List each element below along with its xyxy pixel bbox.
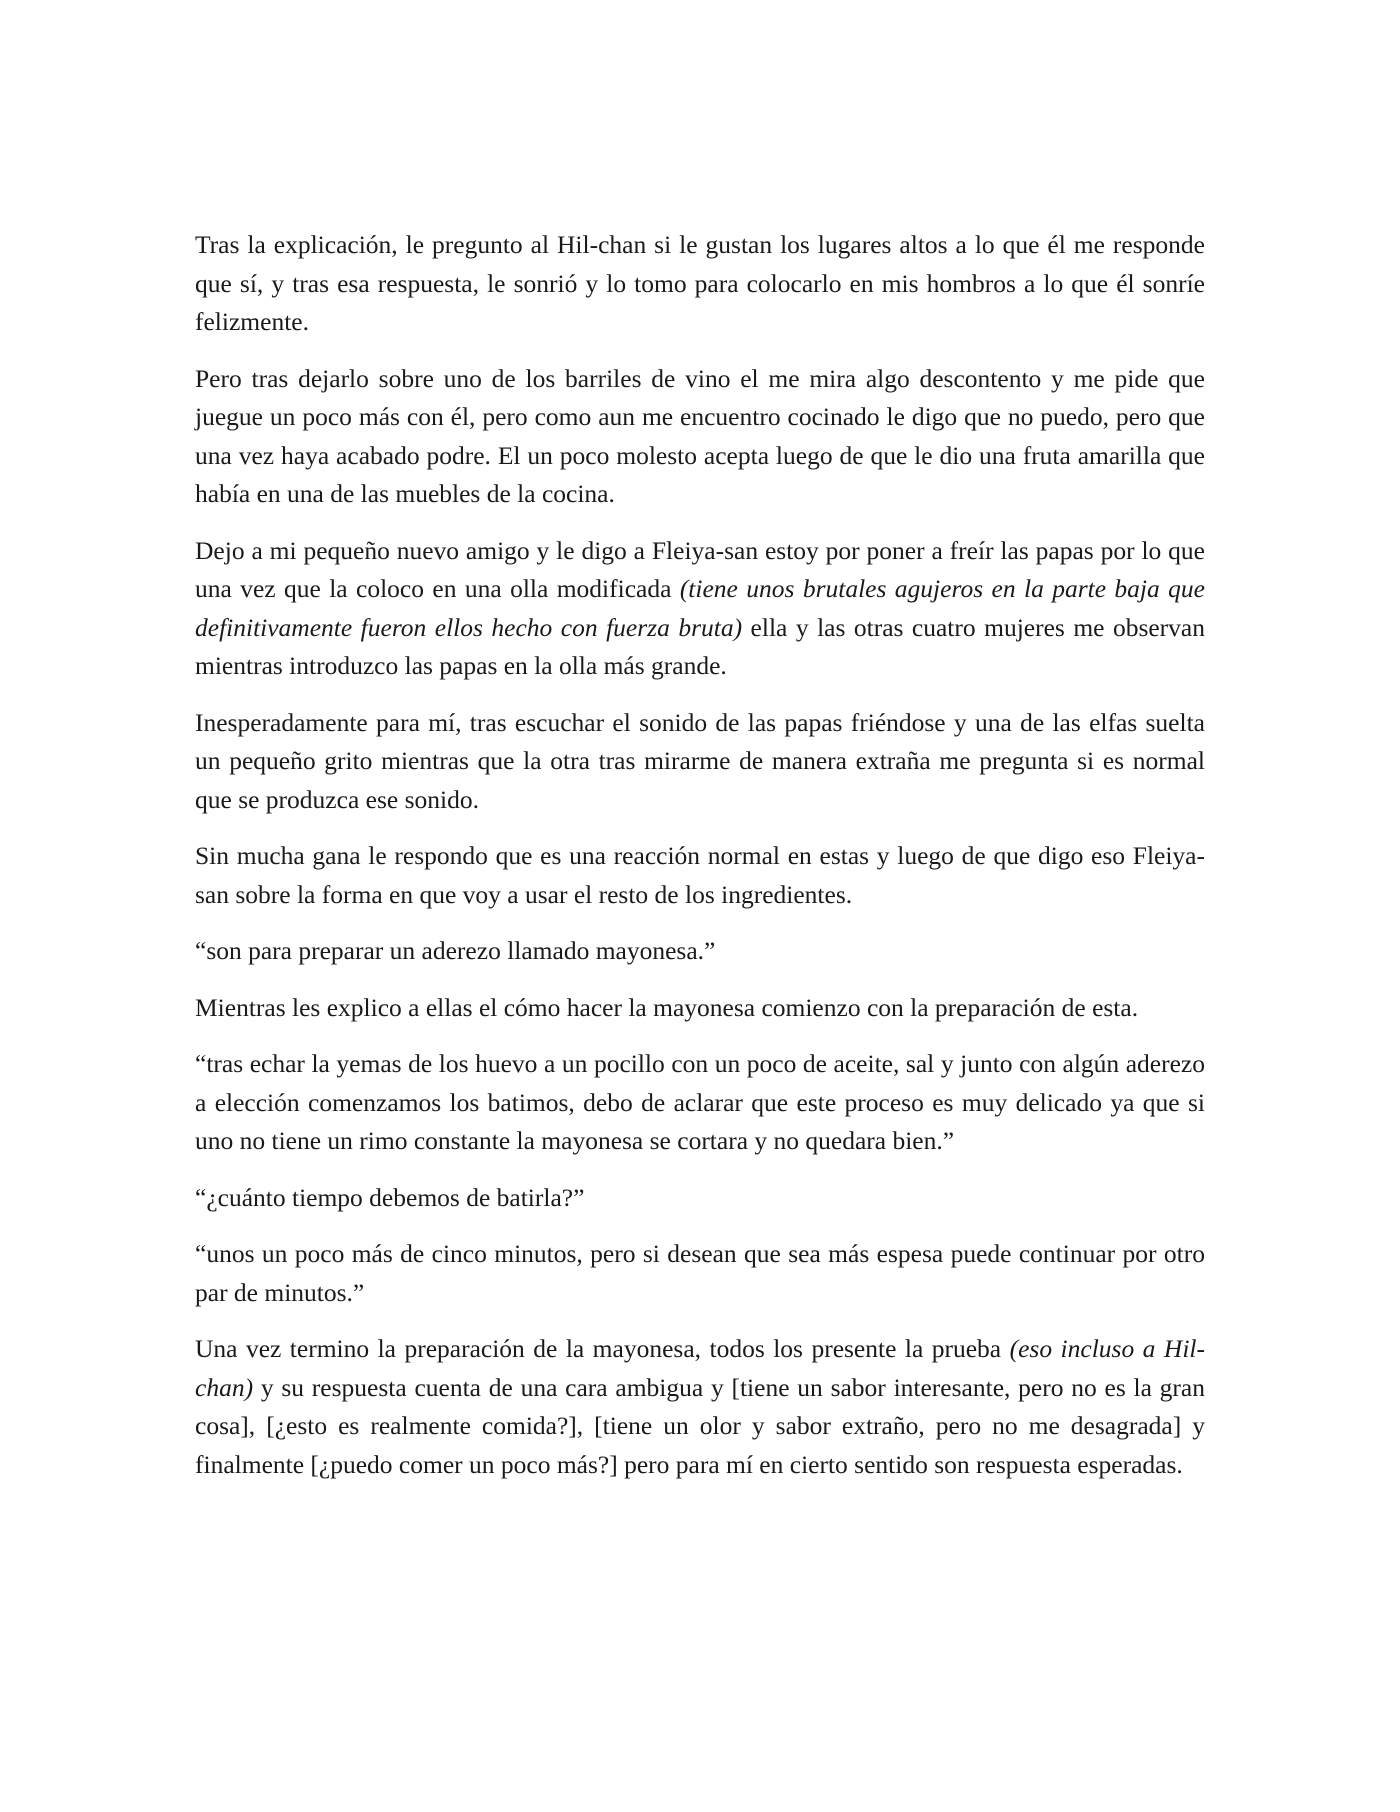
paragraph-text: Mientras les explico a ellas el cómo hacer la mayonesa comienzo con la preparación de esta. bbox=[195, 992, 1139, 1022]
paragraph-text: Sin mucha gana le respondo que es una reacción normal en estas y luego de que digo eso Fleiya-san sobre la forma en que voy a usar el resto de los ingredientes. bbox=[195, 841, 1205, 909]
paragraph-text: ella y las otras cuatro mujeres me observan mientras introduzco las papas en la olla más grande. bbox=[195, 612, 1205, 680]
paragraph-text: Pero tras dejarlo sobre uno de los barriles de vino el me mira algo descontento y me pide que juegue un poco más con él, pero como aun me encuentro cocinado le digo que no puedo, pero que una vez haya acabado podre. El un poco molesto acepta luego de que le dio una fruta amarilla que había en una de las muebles de la cocina. bbox=[195, 363, 1205, 508]
paragraph-text: Dejo a mi pequeño nuevo amigo y le digo a Fleiya-san estoy por poner a freír las papas por lo que una vez que la coloco en una olla modificada bbox=[195, 535, 1205, 603]
dialogue-line-3 bbox=[195, 1179, 1205, 1218]
dialogue-line-1 bbox=[195, 932, 1205, 971]
paragraph-text: “tras echar la yemas de los huevo a un pocillo con un poco de aceite, sal y junto con algún aderezo a elección comenzamos los batimos, debo de aclarar que este proceso es muy delicado ya que si uno no tiene un rimo constante la mayonesa se cortara y no quedara bien.” bbox=[195, 1049, 1205, 1155]
paragraph-2 bbox=[195, 360, 1205, 514]
paragraph-6 bbox=[195, 989, 1205, 1028]
paragraph-text: Una vez termino la preparación de la mayonesa, todos los presente la prueba bbox=[195, 1334, 1010, 1363]
paragraph-7 bbox=[195, 1330, 1205, 1484]
paragraph-text: “¿cuánto tiempo debemos de batirla?” bbox=[195, 1182, 585, 1212]
document-body bbox=[195, 226, 1205, 1502]
italic-aside: (tiene unos brutales agujeros en la parte baja que definitivamente fueron ellos hecho con fuerza bruta) bbox=[195, 574, 1205, 642]
paragraph-text: y su respuesta cuenta de una cara ambigua y [tiene un sabor interesante, pero no es la gran cosa], [¿esto es realmente comida?], [tiene un olor y sabor extraño, pero no me desagrada] y finalmente [¿puedo comer un poco más?] pero para mí en cierto sentido son respuesta esperadas. bbox=[195, 1372, 1205, 1479]
dialogue-line-4 bbox=[195, 1235, 1205, 1312]
dialogue-line-2 bbox=[195, 1045, 1205, 1161]
italic-aside: (eso incluso a Hil-chan) bbox=[195, 1334, 1205, 1402]
paragraph-text: Tras la explicación, le pregunto al Hil-chan si le gustan los lugares altos a lo que él me responde que sí, y tras esa respuesta, le sonrió y lo tomo para colocarlo en mis hombros a lo que él sonríe felizmente. bbox=[195, 230, 1205, 336]
paragraph-text: Inesperadamente para mí, tras escuchar el sonido de las papas friéndose y una de las elfas suelta un pequeño grito mientras que la otra tras mirarme de manera extraña me pregunta si es normal que se produzca ese sonido. bbox=[195, 707, 1205, 814]
paragraph-5 bbox=[195, 837, 1205, 914]
paragraph-text: “unos un poco más de cinco minutos, pero si desean que sea más espesa puede continuar por otro par de minutos.” bbox=[195, 1239, 1205, 1307]
paragraph-4 bbox=[195, 704, 1205, 820]
paragraph-3 bbox=[195, 532, 1205, 686]
paragraph-1 bbox=[195, 226, 1205, 342]
paragraph-text: “son para preparar un aderezo llamado mayonesa.” bbox=[195, 936, 716, 965]
